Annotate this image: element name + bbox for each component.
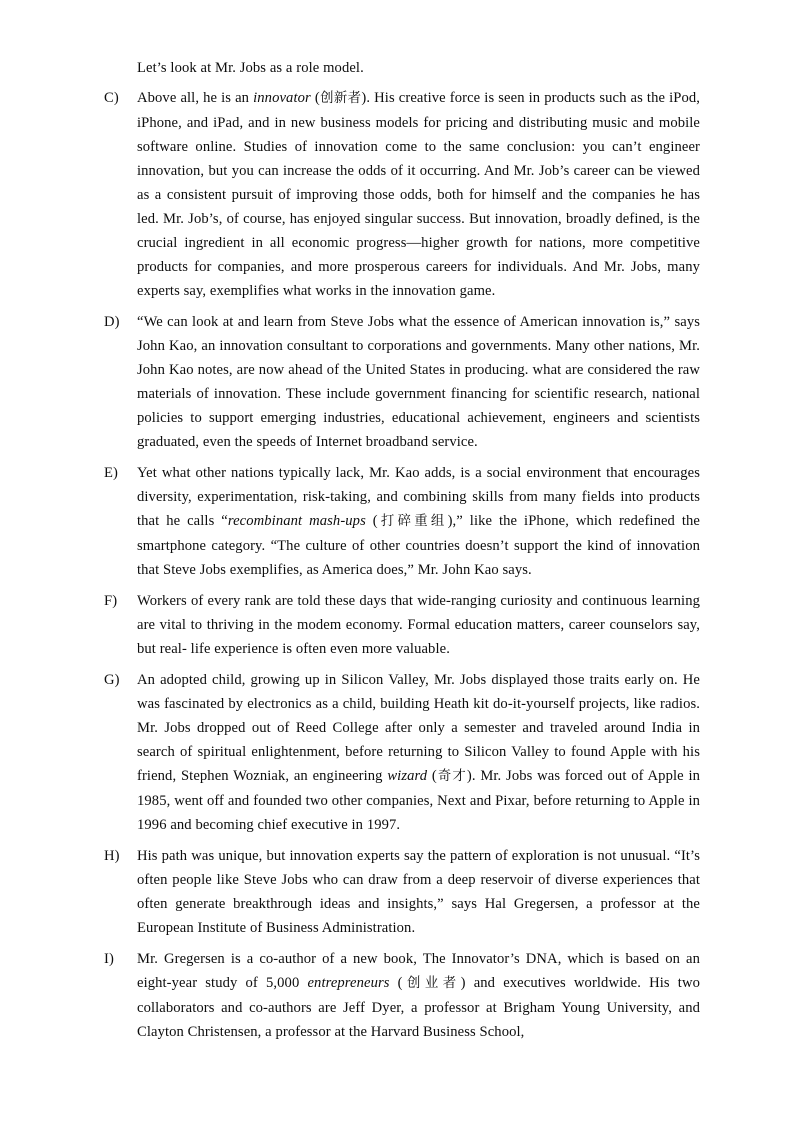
paragraph-marker: F) <box>104 593 118 609</box>
paragraph-marker: G) <box>104 672 120 688</box>
cjk-gloss: 奇才 <box>436 769 467 784</box>
paragraph-text <box>137 668 700 837</box>
text-run: ),” like the iPhone, which redefined the smartphone category. “The culture of other countries doesn’t support the kind of innovation that Steve Jobs exemplifies, as America does,” Mr. John Kao says. <box>137 513 701 578</box>
italic-term: entrepreneurs <box>307 975 390 991</box>
paragraph-marker: E) <box>104 465 118 481</box>
paragraph-g <box>104 668 700 837</box>
text-run: ( <box>365 513 378 529</box>
text-run: ) and executives worldwide. His two collaborators and co-authors are Jeff Dyer, a professor at Brigham Young University, and Clayton Christensen, a professor at the Harvard Business School, <box>137 975 700 1040</box>
paragraph-d <box>104 310 700 454</box>
text-run: Workers of every rank are told these days that wide-ranging curiosity and continuous learning are vital to thriving in the modem economy. Formal education matters, career counselors say, but real- life experience is often even more valuable. <box>137 593 700 657</box>
paragraph-list <box>104 86 700 1044</box>
cjk-gloss: 打碎重组 <box>377 514 448 529</box>
paragraph-e <box>104 461 700 582</box>
text-run: Above all, he is an <box>137 90 254 106</box>
text-run: His path was unique, but innovation experts say the pattern of exploration is not unusual. “It’s often people like Steve Jobs who can draw from a deep reservoir of diverse experiences that often generate breakthrough ideas and insights,” says Hal Gregersen, a professor at the European Institute of Business Administration. <box>137 848 700 936</box>
italic-term: wizard <box>387 768 428 784</box>
paragraph-c <box>104 86 700 303</box>
italic-term: innovator <box>253 90 311 106</box>
text-run: An adopted child, growing up in Silicon Valley, Mr. Jobs displayed those traits early on. He was fascinated by electronics as a child, building Heath kit do-it-yourself projects, like radios. Mr. Jobs dropped out of Reed College after only a semester and traveled around India in search of spiritual enlightenment, before returning to Silicon Valley to found Apple with his friend, Stephen Wozniak, an engineering <box>137 672 700 784</box>
paragraph-i <box>104 947 700 1044</box>
paragraph-text <box>137 844 700 940</box>
cjk-gloss: 创新者 <box>319 91 362 106</box>
paragraph-text <box>137 461 700 582</box>
cjk-gloss: 创业者 <box>402 976 461 991</box>
text-run: “We can look at and learn from Steve Jobs what the essence of American innovation is,” says John Kao, an innovation consultant to corporations and governments. Many other nations, Mr. John Kao notes, are now ahead of the United States in producing. what are considered the raw materials of innovation. These include government financing for scientific research, national policies to support emerging industries, educational achievement, engineers and scientists graduated, even the speeds of Internet broadband service. <box>137 314 700 450</box>
paragraph-h <box>104 844 700 940</box>
text-run: ). His creative force is seen in products such as the iPod, iPhone, and iPad, and in new business models for pricing and distributing music and mobile software online. Studies of innovation come to the same conclusion: you can’t engineer innovation, but you can increase the odds of it occurring. And Mr. Job’s career can be viewed as a consistent pursuit of improving those odds, both for himself and the companies he has led. Mr. Job’s, of course, has enjoyed singular success. But innovation, broadly defined, is the crucial ingredient in all economic progress—higher growth for nations, more competitive products for companies, and more prosperous careers for individuals. And Mr. Jobs, many experts say, exemplifies what works in the innovation game. <box>137 90 700 299</box>
paragraph-text <box>137 86 700 303</box>
paragraph-text <box>137 589 700 661</box>
paragraph-marker: I) <box>104 951 114 967</box>
text-run: Mr. Gregersen is a co-author of a new book, The Innovator’s DNA, which is based on an eight-year study of 5,000 <box>137 951 700 991</box>
passage-content <box>104 56 700 1044</box>
paragraph-f <box>104 589 700 661</box>
paragraph-text <box>137 310 700 454</box>
text-run: Yet what other nations typically lack, Mr. Kao adds, is a social environment that encourages diversity, experimentation, risk-taking, and combining skills from many fields into products that he calls “ <box>137 465 700 529</box>
paragraph-text <box>137 947 700 1044</box>
text-run: ( <box>310 90 320 106</box>
text-run: ). Mr. Jobs was forced out of Apple in 1985, went off and founded two other companies, Next and Pixar, before returning to Apple in 1996 and becoming chief executive in 1997. <box>137 768 700 833</box>
paragraph-marker: D) <box>104 314 120 330</box>
paragraph-marker: C) <box>104 90 119 106</box>
lead-line: Let’s look at Mr. Jobs as a role model. <box>137 60 364 76</box>
italic-term: recombinant mash-ups <box>227 513 366 529</box>
paragraph-marker: H) <box>104 848 120 864</box>
text-run: ( <box>389 975 403 991</box>
text-run: ( <box>427 768 437 784</box>
